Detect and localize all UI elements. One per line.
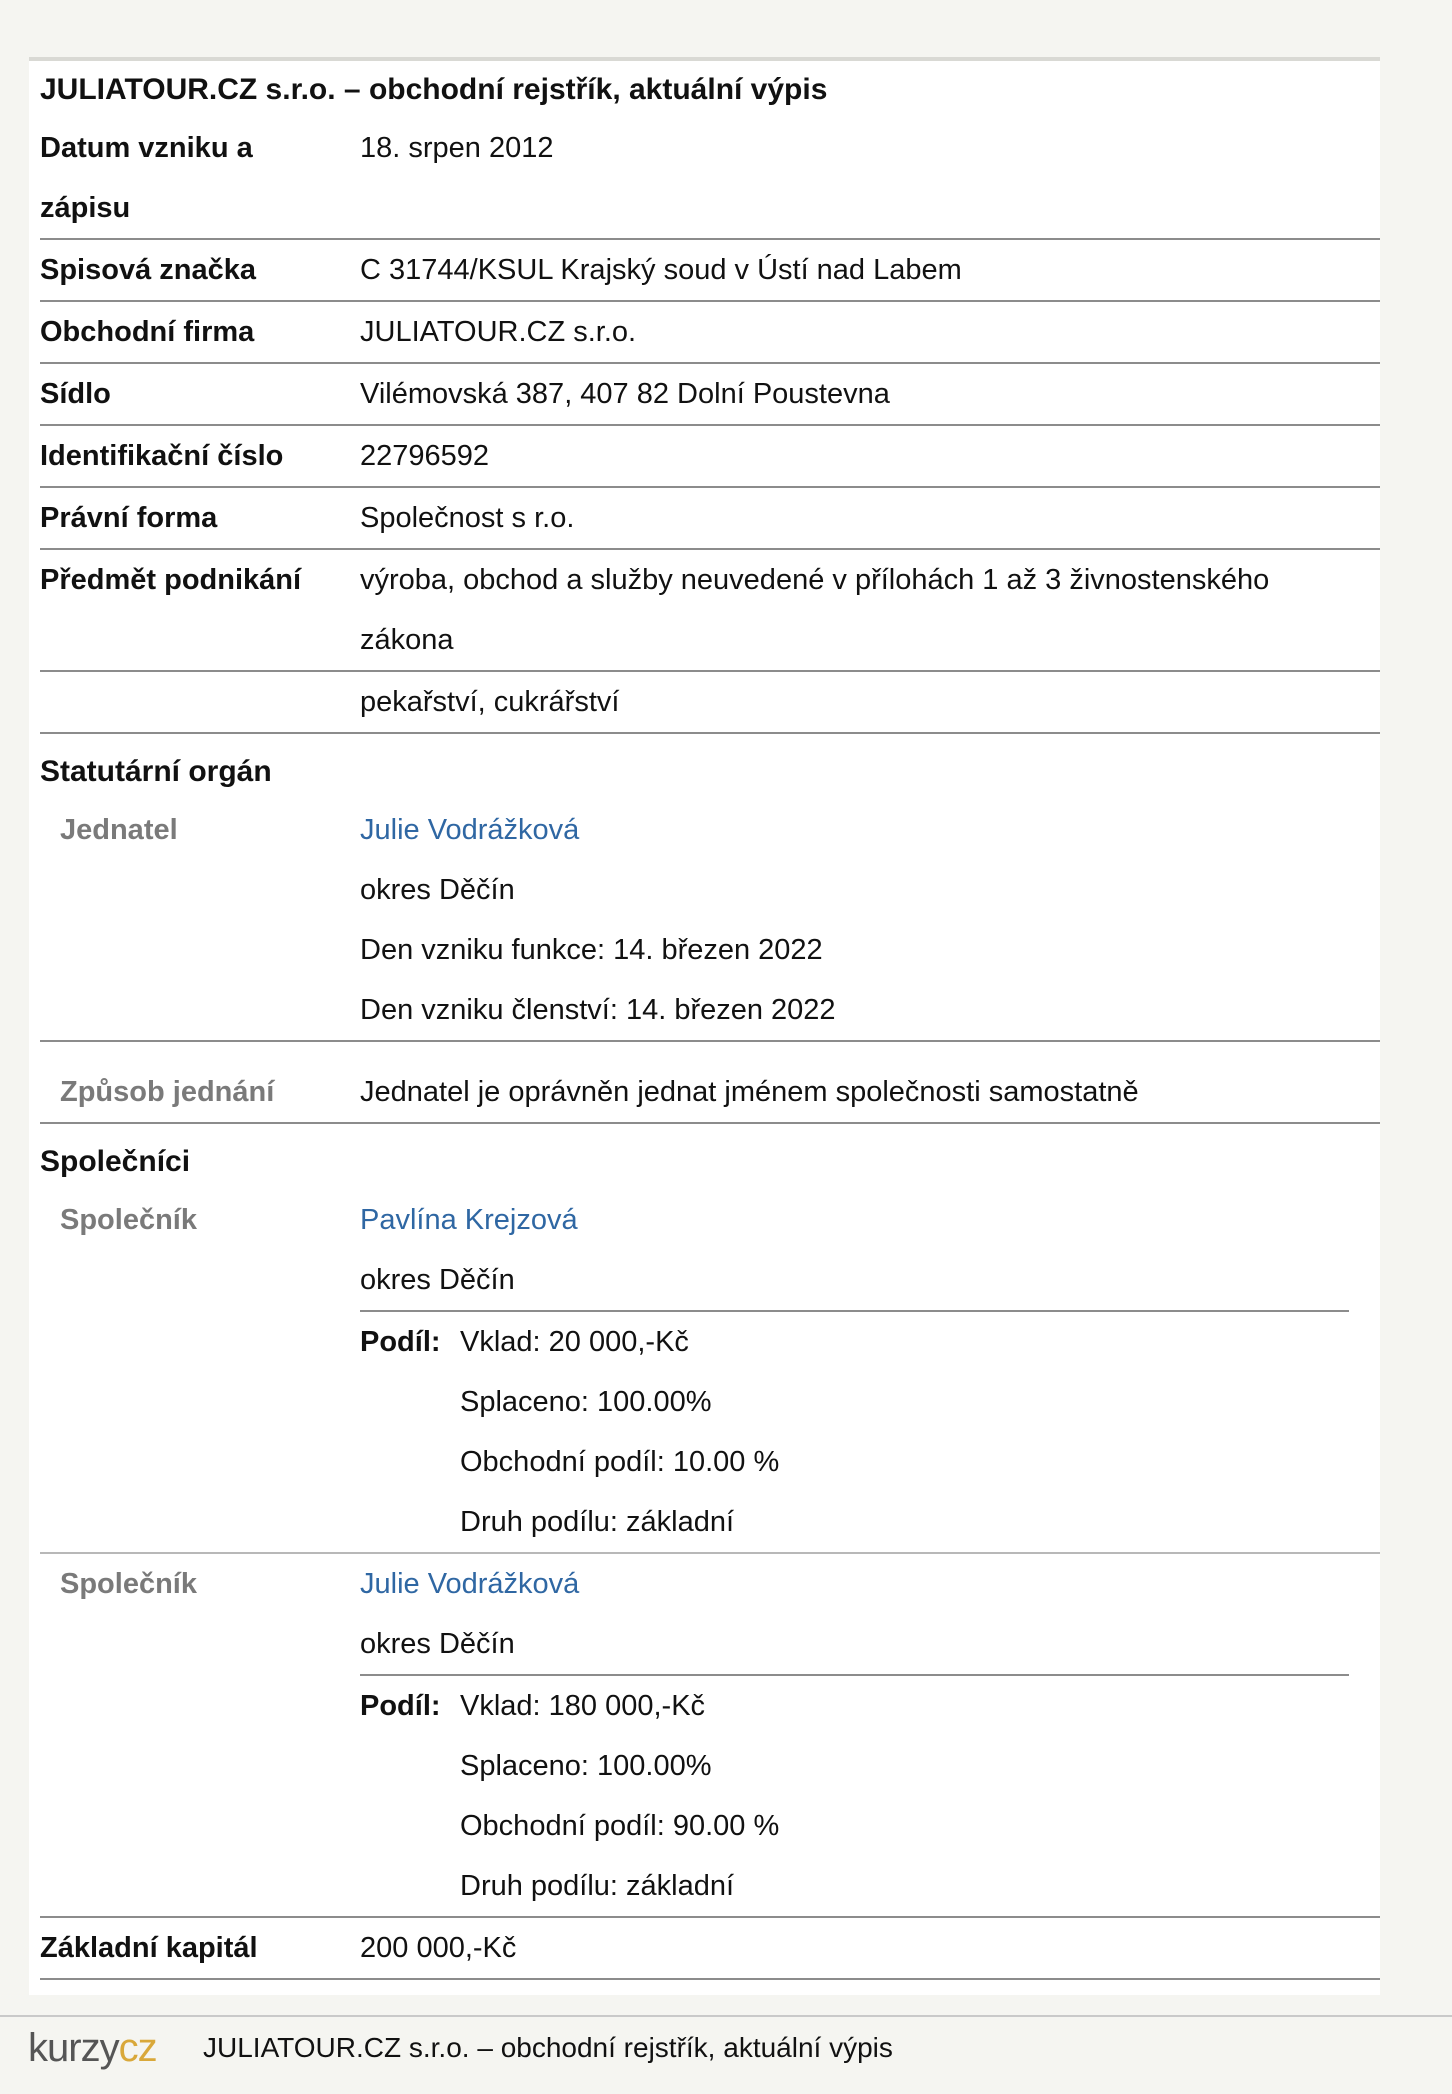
value-zakladni-kapital: 200 000,-Kč xyxy=(360,1932,517,1964)
value-splaceno: Splaceno: 100.00% xyxy=(460,1386,712,1418)
label-spolecnik: Společník xyxy=(60,1204,197,1236)
label-pravni-forma: Právní forma xyxy=(40,502,218,534)
divider xyxy=(40,1122,1380,1124)
divider xyxy=(40,1552,1380,1554)
divider xyxy=(40,300,1380,302)
label-identifikacni-cislo: Identifikační číslo xyxy=(40,440,284,472)
label-sidlo: Sídlo xyxy=(40,378,111,410)
divider xyxy=(40,548,1380,550)
value-predmet-podnikani-line2: zákona xyxy=(360,624,454,656)
value-obchodni-podil: Obchodní podíl: 90.00 % xyxy=(460,1810,780,1842)
label-zpusob-jednani: Způsob jednání xyxy=(60,1076,275,1108)
label-podil: Podíl: xyxy=(360,1326,441,1358)
value-vklad: Vklad: 180 000,-Kč xyxy=(460,1690,706,1722)
link-spolecnik-name[interactable]: Julie Vodrážková xyxy=(360,1568,580,1600)
label-spisova-znacka: Spisová značka xyxy=(40,254,256,286)
value-vklad: Vklad: 20 000,-Kč xyxy=(460,1326,689,1358)
label-zakladni-kapital: Základní kapitál xyxy=(40,1932,258,1964)
divider xyxy=(40,732,1380,734)
value-datum-vzniku: 18. srpen 2012 xyxy=(360,132,554,164)
footer-title: JULIATOUR.CZ s.r.o. – obchodní rejstřík, aktuální výpis xyxy=(203,2032,893,2063)
value-predmet-podnikani-2: pekařství, cukrářství xyxy=(360,686,620,718)
value-identifikacni-cislo: 22796592 xyxy=(360,440,490,472)
value-obchodni-podil: Obchodní podíl: 10.00 % xyxy=(460,1446,780,1478)
value-jednatel-okres: okres Děčín xyxy=(360,874,515,906)
value-pravni-forma: Společnost s r.o. xyxy=(360,502,575,534)
value-sidlo: Vilémovská 387, 407 82 Dolní Poustevna xyxy=(360,378,890,410)
label-jednatel: Jednatel xyxy=(60,814,178,846)
value-obchodni-firma: JULIATOUR.CZ s.r.o. xyxy=(360,316,637,348)
label-predmet-podnikani: Předmět podnikání xyxy=(40,564,302,596)
label-datum-vzniku-line1: Datum vzniku a xyxy=(40,132,253,164)
section-heading-statutarni-organ: Statutární orgán xyxy=(40,755,272,788)
label-obchodni-firma: Obchodní firma xyxy=(40,316,255,348)
value-druh-podilu: Druh podílu: základní xyxy=(460,1870,735,1902)
divider xyxy=(360,1674,1349,1676)
logo-text-cz: cz xyxy=(118,2026,157,2070)
divider xyxy=(40,1916,1380,1918)
divider xyxy=(40,362,1380,364)
link-spolecnik-name[interactable]: Pavlína Krejzová xyxy=(360,1204,578,1236)
divider xyxy=(40,1978,1380,1980)
label-datum-vzniku-line2: zápisu xyxy=(40,192,131,224)
value-jednatel-den-vzniku-funkce: Den vzniku funkce: 14. březen 2022 xyxy=(360,934,823,966)
value-splaceno: Splaceno: 100.00% xyxy=(460,1750,712,1782)
value-spolecnik-okres: okres Děčín xyxy=(360,1628,515,1660)
value-spisova-znacka: C 31744/KSUL Krajský soud v Ústí nad Labem xyxy=(360,254,962,286)
divider xyxy=(40,670,1380,672)
value-jednatel-den-vzniku-clenstvi: Den vzniku členství: 14. březen 2022 xyxy=(360,994,836,1026)
divider xyxy=(40,238,1380,240)
value-druh-podilu: Druh podílu: základní xyxy=(460,1506,735,1538)
label-spolecnik: Společník xyxy=(60,1568,197,1600)
label-podil: Podíl: xyxy=(360,1690,441,1722)
footer-divider xyxy=(0,2015,1452,2017)
kurzy-cz-logo[interactable] xyxy=(28,2024,157,2072)
value-spolecnik-okres: okres Děčín xyxy=(360,1264,515,1296)
section-heading-spolecnici: Společníci xyxy=(40,1145,191,1178)
divider xyxy=(40,424,1380,426)
value-zpusob-jednani: Jednatel je oprávněn jednat jménem společnosti samostatně xyxy=(360,1076,1139,1108)
page-title: JULIATOUR.CZ s.r.o. – obchodní rejstřík, aktuální výpis xyxy=(40,73,828,106)
value-predmet-podnikani-line1: výroba, obchod a služby neuvedené v přílohách 1 až 3 živnostenského xyxy=(360,564,1270,596)
divider xyxy=(360,1310,1349,1312)
divider xyxy=(40,1040,1380,1042)
logo-text-kurzy: kurzy xyxy=(28,2026,119,2070)
divider xyxy=(40,486,1380,488)
link-jednatel-name[interactable]: Julie Vodrážková xyxy=(360,814,580,846)
